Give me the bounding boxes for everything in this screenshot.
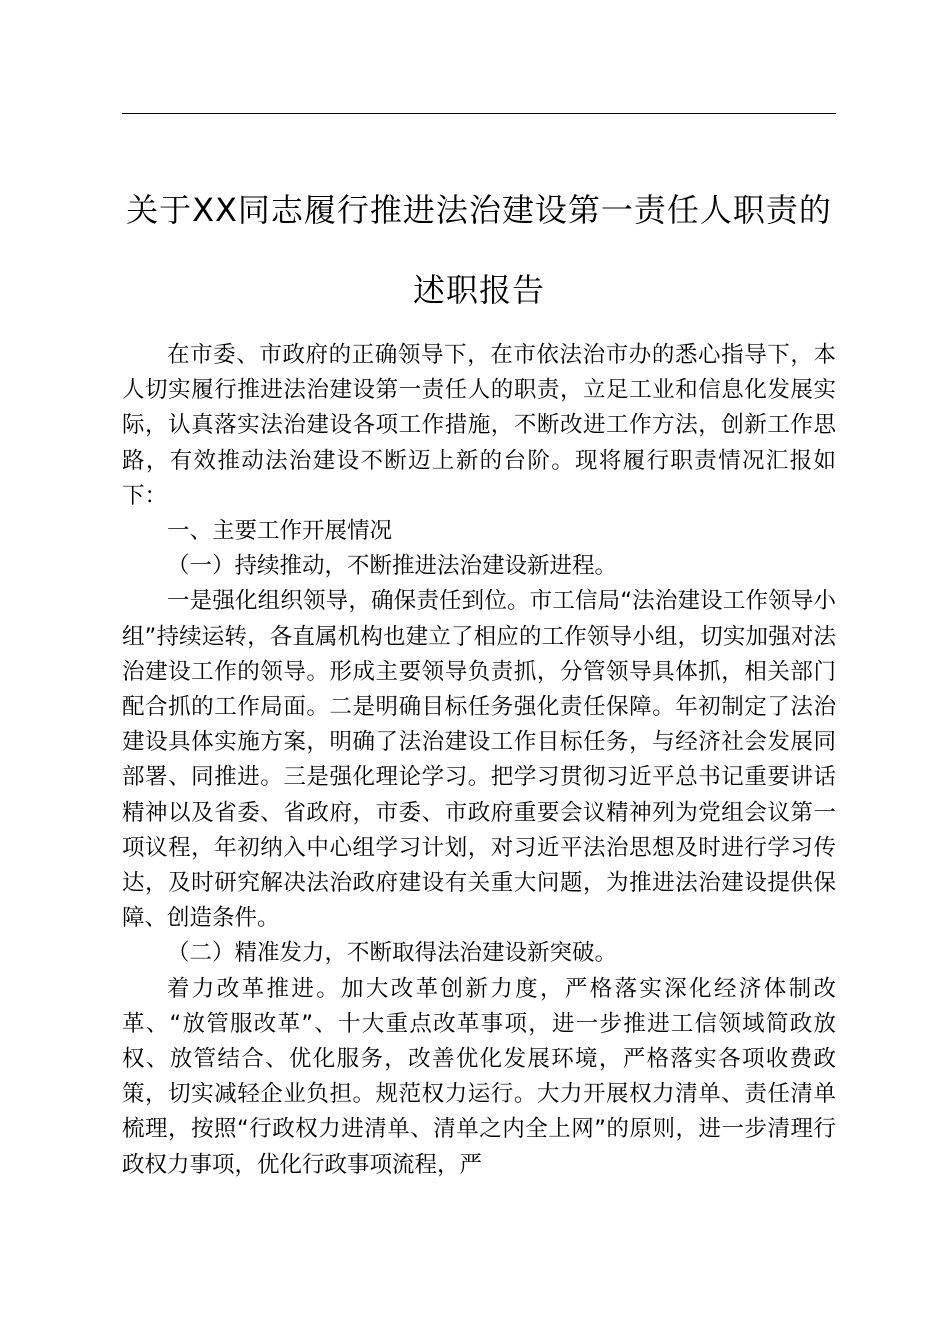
subsection-heading-2: （二）精准发力，不断取得法治建设新突破。 [167, 940, 618, 967]
subsection-heading-1: （一）持续推动，不断推进法治建设新进程。 [167, 553, 618, 580]
paragraph-section-2: 着力改革推进。加大改革创新力度，严格落实深化经济体制改革、“放管服改革”、十大重点改革事项，进一步推进工信领域简政放权、放管结合、优化服务，改善优化发展环境，严格落实各项收费政策，切实减轻企业负担。规范权力运行。大力开展权力清单、责任清单梳理，按照“行政权力进清单、清单之内全上网”的原则，进一步清理行政权力事项，优化行政事项流程，严 [122, 975, 836, 1178]
section-heading-1: 一、主要工作开展情况 [167, 518, 393, 545]
header-rule [122, 113, 836, 114]
document-body [122, 338, 836, 1183]
document-title: 关于XX同志履行推进法治建设第一责任人职责的述职报告 [126, 191, 832, 309]
paragraph-section-1: 一是强化组织领导，确保责任到位。市工信局“法治建设工作领导小组”持续运转，各直属机构也建立了相应的工作领导小组，切实加强对法治建设工作的领导。形成主要领导负责抓，分管领导具体抓，相关部门配合抓的工作局面。二是明确目标任务强化责任保障。年初制定了法治建设具体实施方案，明确了法治建设工作目标任务，与经济社会发展同部署、同推进。三是强化理论学习。把学习贯彻习近平总书记重要讲话精神以及省委、省政府，市委、市政府重要会议精神列为党组会议第一项议程，年初纳入中心组学习计划，对习近平法治思想及时进行学习传达，及时研究解决法治政府建设有关重大问题，为推进法治建设提供保障、创造条件。 [122, 588, 836, 932]
paragraph-intro: 在市委、市政府的正确领导下，在市依法治市办的悉心指导下，本人切实履行推进法治建设第一责任人的职责，立足工业和信息化发展实际，认真落实法治建设各项工作措施，不断改进工作方法，创新工作思路，有效推动法治建设不断迈上新的台阶。现将履行职责情况汇报如下： [122, 342, 836, 509]
